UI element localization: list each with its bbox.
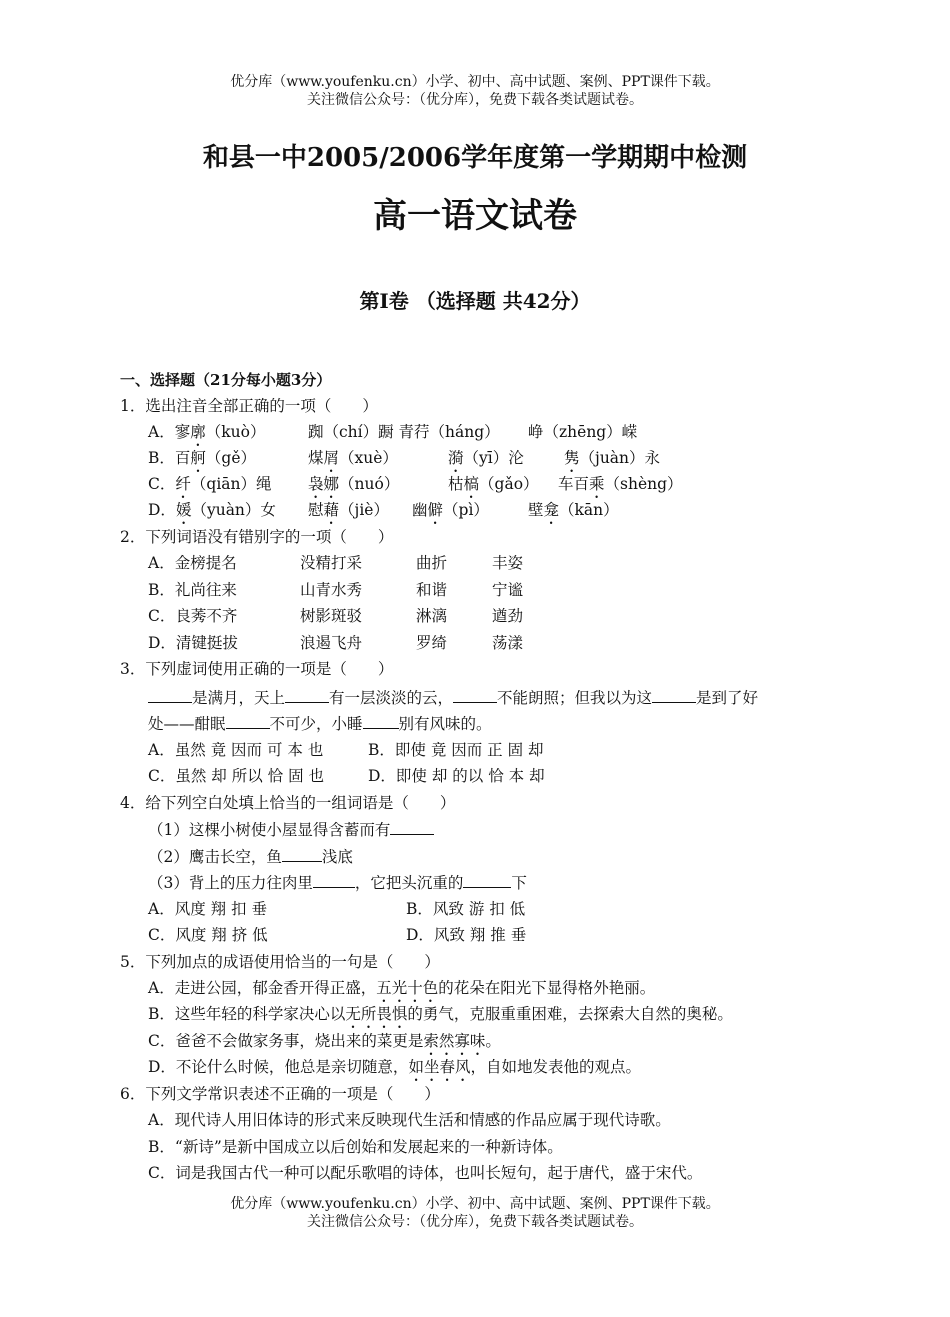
q1-c-dot1: 纤 xyxy=(175,475,191,493)
q1-a-t1: 寥 xyxy=(174,423,191,441)
q1-b-t6: （juàn）永 xyxy=(579,449,661,467)
q4-option-c: C．风度 翔 挤 低 xyxy=(148,926,268,944)
page-header-line1: 优分库（www.youfenku.cn）小学、初中、高中试题、案例、PPT课件下载。 xyxy=(230,74,720,90)
q4-options-ab xyxy=(148,898,526,920)
q4-s2a: （2）鹰击长空，鱼 xyxy=(148,848,282,866)
q1-d-t5: （pì） xyxy=(443,501,489,519)
q1-d-dot3: 僻 xyxy=(427,501,444,519)
q3-options-ab xyxy=(148,739,544,761)
q5-c-idiom: 索然寡味 xyxy=(423,1032,486,1050)
q5-option-a xyxy=(148,977,655,1006)
exam-school-title: 和县一中2005/2006学年度第一学期期中检测 xyxy=(202,143,748,173)
q5-d-t2: ，自如地发表他的观点。 xyxy=(470,1058,641,1076)
q1-c-t2: （nuó） xyxy=(339,475,400,493)
q4-s1: （1）这棵小树使小屋显得含蓄而有 xyxy=(148,821,391,839)
q1-b-dot2: 屑 xyxy=(323,449,340,467)
q5-a-t2: 的花朵在阳光下显得格外艳丽。 xyxy=(438,979,656,997)
q4-blank-1 xyxy=(390,818,434,835)
q3-option-d: D．即使 却 的以 恰 本 却 xyxy=(368,767,545,785)
q2-c-w1: C．良莠不齐 xyxy=(148,607,238,625)
q3-t6: 不可少，小睡 xyxy=(269,715,363,733)
section-heading: 一、选择题（21分每小题3分） xyxy=(120,371,332,389)
q4-sentence-1 xyxy=(148,818,434,841)
q3-options-cd xyxy=(148,765,545,787)
q5-b-idiom: 无所畏惧 xyxy=(345,1005,408,1023)
q3-t3: 不能朗照；但我以为这 xyxy=(497,689,653,707)
q1-a-item2: 踟（chí）蹰 青荇（háng） xyxy=(308,423,500,441)
q1-d-t1: （yuàn）女 xyxy=(191,501,276,519)
q1-d-dot1: 媛 xyxy=(175,501,192,519)
q6-option-b: B．“新诗”是新中国成立以后创始和发展起来的一种新诗体。 xyxy=(148,1138,563,1156)
q2-a-w1: A．金榜提名 xyxy=(148,554,237,572)
page-footer-line2: 关注微信公众号：（优分库），免费下载各类试题试卷。 xyxy=(307,1214,643,1230)
q1-option-d xyxy=(148,499,619,528)
q2-option-d xyxy=(148,632,524,654)
q5-d-t1: D．不论什么时候，他总是亲切随意， xyxy=(148,1058,409,1076)
q6-option-c: C．词是我国古代一种可以配乐歌唱的诗体，也叫长短句，起于唐代，盛于宋代。 xyxy=(148,1164,703,1182)
q5-option-d xyxy=(148,1056,641,1085)
q2-stem: 2．下列词语没有错别字的一项（ ） xyxy=(120,528,394,546)
q5-c-t1: C．爸爸不会做家务事，烧出来的菜更是 xyxy=(148,1032,424,1050)
q5-d-idiom: 如坐春风 xyxy=(408,1058,471,1076)
q1-c-item4 xyxy=(558,473,683,502)
q1-b-dot1: 舸 xyxy=(190,449,206,467)
q1-d-item4 xyxy=(528,499,619,528)
q1-c-dot3: 槁 xyxy=(463,475,480,493)
q5-c-t2: 。 xyxy=(485,1032,501,1050)
q5-a-t1: A．走进公园，郁金香开得正盛， xyxy=(148,979,377,997)
q5-option-b xyxy=(148,1003,733,1032)
q4-sentence-2 xyxy=(148,845,353,868)
q5-a-idiom: 五光十色 xyxy=(376,979,439,997)
q1-d-t2: 慰 xyxy=(308,501,324,519)
page-header-line2: 关注微信公众号：（优分库），免费下载各类试题试卷。 xyxy=(307,92,643,108)
q1-a-t2: （kuò） xyxy=(205,423,266,441)
q2-b-w3: 和谐 xyxy=(416,581,448,599)
q2-d-w3: 罗绮 xyxy=(416,634,448,652)
q5-option-c xyxy=(148,1030,501,1059)
q1-c-t3: 枯 xyxy=(448,475,464,493)
q4-s2b: 浅底 xyxy=(321,848,353,866)
q1-b-item2 xyxy=(308,447,398,476)
q1-c-item3 xyxy=(448,473,539,502)
q4-blank-3 xyxy=(313,871,355,888)
q3-blank-1 xyxy=(148,686,192,703)
q3-t4: 是到了好 xyxy=(696,689,759,707)
q1-b-dot4: 隽 xyxy=(564,449,580,467)
q2-option-a xyxy=(148,552,524,574)
q1-b-dot3: 漪 xyxy=(448,449,464,467)
q2-d-w4: 荡漾 xyxy=(492,634,524,652)
q3-option-c: C．虽然 却 所以 恰 固 也 xyxy=(148,767,324,785)
q5-b-t1: B．这些年轻的科学家决心以 xyxy=(148,1005,346,1023)
q1-d-label: D． xyxy=(148,501,176,519)
q1-option-b xyxy=(148,447,661,476)
q1-d-t3: （jiè） xyxy=(339,501,389,519)
q1-b-t3: 煤 xyxy=(308,449,324,467)
q1-c-item2 xyxy=(308,473,399,502)
q1-b-item4 xyxy=(564,447,660,476)
q3-blank-3 xyxy=(453,686,497,703)
q5-stem: 5．下列加点的成语使用恰当的一句是（ ） xyxy=(120,953,440,971)
q5-b-t2: 的勇气，克服重重困难，去探索大自然的奥秘。 xyxy=(407,1005,733,1023)
q2-c-w4: 遒劲 xyxy=(492,607,524,625)
q1-d-t7: （kān） xyxy=(559,501,619,519)
q1-b-t2: （gě） xyxy=(205,449,257,467)
q2-b-w1: B．礼尚往来 xyxy=(148,581,237,599)
q4-blank-2 xyxy=(282,845,322,862)
q4-option-d: D．风致 翔 推 垂 xyxy=(406,926,527,944)
q1-stem: 1．选出注音全部正确的一项（ ） xyxy=(120,397,378,415)
q1-c-t1: （qiān）绳 xyxy=(190,475,272,493)
q1-d-t4: 幽 xyxy=(412,501,428,519)
q1-c-dot2: 袅 xyxy=(308,475,324,493)
q1-d-dot4: 龛 xyxy=(543,501,560,519)
q2-b-w4: 宁谧 xyxy=(492,581,524,599)
q4-s3b: ，它把头沉重的 xyxy=(354,874,464,892)
q2-b-w2: 山青水秀 xyxy=(300,581,363,599)
q2-d-w1: D．清键挺拔 xyxy=(148,634,238,652)
q3-t2: 有一层淡淡的云， xyxy=(329,689,454,707)
q3-blank-5 xyxy=(226,712,270,729)
exam-title: 高一语文试卷 xyxy=(373,196,577,236)
q1-b-t5: （yī）沦 xyxy=(463,449,524,467)
q4-option-a: A．风度 翔 扣 垂 xyxy=(148,900,267,918)
q3-stem: 3．下列虚词使用正确的一项是（ ） xyxy=(120,660,394,678)
q1-b-t4: （xuè） xyxy=(339,449,398,467)
q2-d-w2: 浪遏飞舟 xyxy=(300,634,363,652)
q1-a-label: A． xyxy=(148,423,175,441)
q3-option-a: A．虽然 竟 因而 可 本 也 xyxy=(148,741,324,759)
q3-t5: 处——酣眠 xyxy=(148,715,226,733)
q2-c-w3: 淋漓 xyxy=(416,607,448,625)
q4-blank-4 xyxy=(463,871,511,888)
q1-c-t6: （shèng） xyxy=(604,475,683,493)
q4-sentence-3 xyxy=(148,871,527,894)
q4-options-cd xyxy=(148,924,527,946)
q3-blank-4 xyxy=(652,686,696,703)
q4-s3c: 下 xyxy=(511,874,527,892)
q2-c-w2: 树影斑驳 xyxy=(300,607,363,625)
q6-option-a: A．现代诗人用旧体诗的形式来反映现代生活和情感的作品应属于现代诗歌。 xyxy=(148,1111,671,1129)
part-title: 第I卷 （选择题 共42分） xyxy=(359,289,591,313)
q2-option-c xyxy=(148,605,524,627)
q1-d-item2 xyxy=(308,499,389,528)
q1-d-item3 xyxy=(412,499,489,528)
q1-a-item3: 峥（zhēng）嵘 xyxy=(528,423,638,441)
q1-c-t5: 车百 xyxy=(558,475,590,493)
q3-option-b: B．即使 竟 因而 正 固 却 xyxy=(368,741,544,759)
q1-d-t6: 壁 xyxy=(528,501,544,519)
q2-a-w3: 曲折 xyxy=(416,554,448,572)
q1-option-c xyxy=(148,473,683,502)
q1-b-t1: 百 xyxy=(174,449,191,467)
page-footer-line1: 优分库（www.youfenku.cn）小学、初中、高中试题、案例、PPT课件下载。 xyxy=(230,1196,720,1212)
q6-stem: 6．下列文学常识表述不正确的一项是（ ） xyxy=(120,1085,440,1103)
q4-s3a: （3）背上的压力往肉里 xyxy=(148,874,313,892)
q3-blank-6 xyxy=(363,712,399,729)
q1-c-dot4: 乘 xyxy=(589,475,605,493)
q2-option-b xyxy=(148,579,524,601)
q3-t1: 是满月，天上 xyxy=(192,689,286,707)
q1-option-a xyxy=(148,421,638,450)
q1-c-dot2b: 娜 xyxy=(323,475,340,493)
q1-b-item3 xyxy=(448,447,524,476)
q3-blank-2 xyxy=(285,686,329,703)
q2-a-w2: 没精打采 xyxy=(300,554,363,572)
q2-a-w4: 丰姿 xyxy=(492,554,524,572)
q4-stem: 4．给下列空白处填上恰当的一组词语是（ ） xyxy=(120,794,456,812)
q1-c-t4: （gǎo） xyxy=(479,475,539,493)
q1-b-label: B． xyxy=(148,449,175,467)
q4-option-b: B．风致 游 扣 低 xyxy=(406,900,526,918)
q3-passage-line1 xyxy=(148,686,758,709)
q1-d-dot2: 藉 xyxy=(323,501,340,519)
q3-passage-line2 xyxy=(148,712,492,735)
q3-t7: 别有风味的。 xyxy=(398,715,492,733)
q1-c-label: C． xyxy=(148,475,176,493)
q1-a-dot1: 廓 xyxy=(190,423,206,441)
